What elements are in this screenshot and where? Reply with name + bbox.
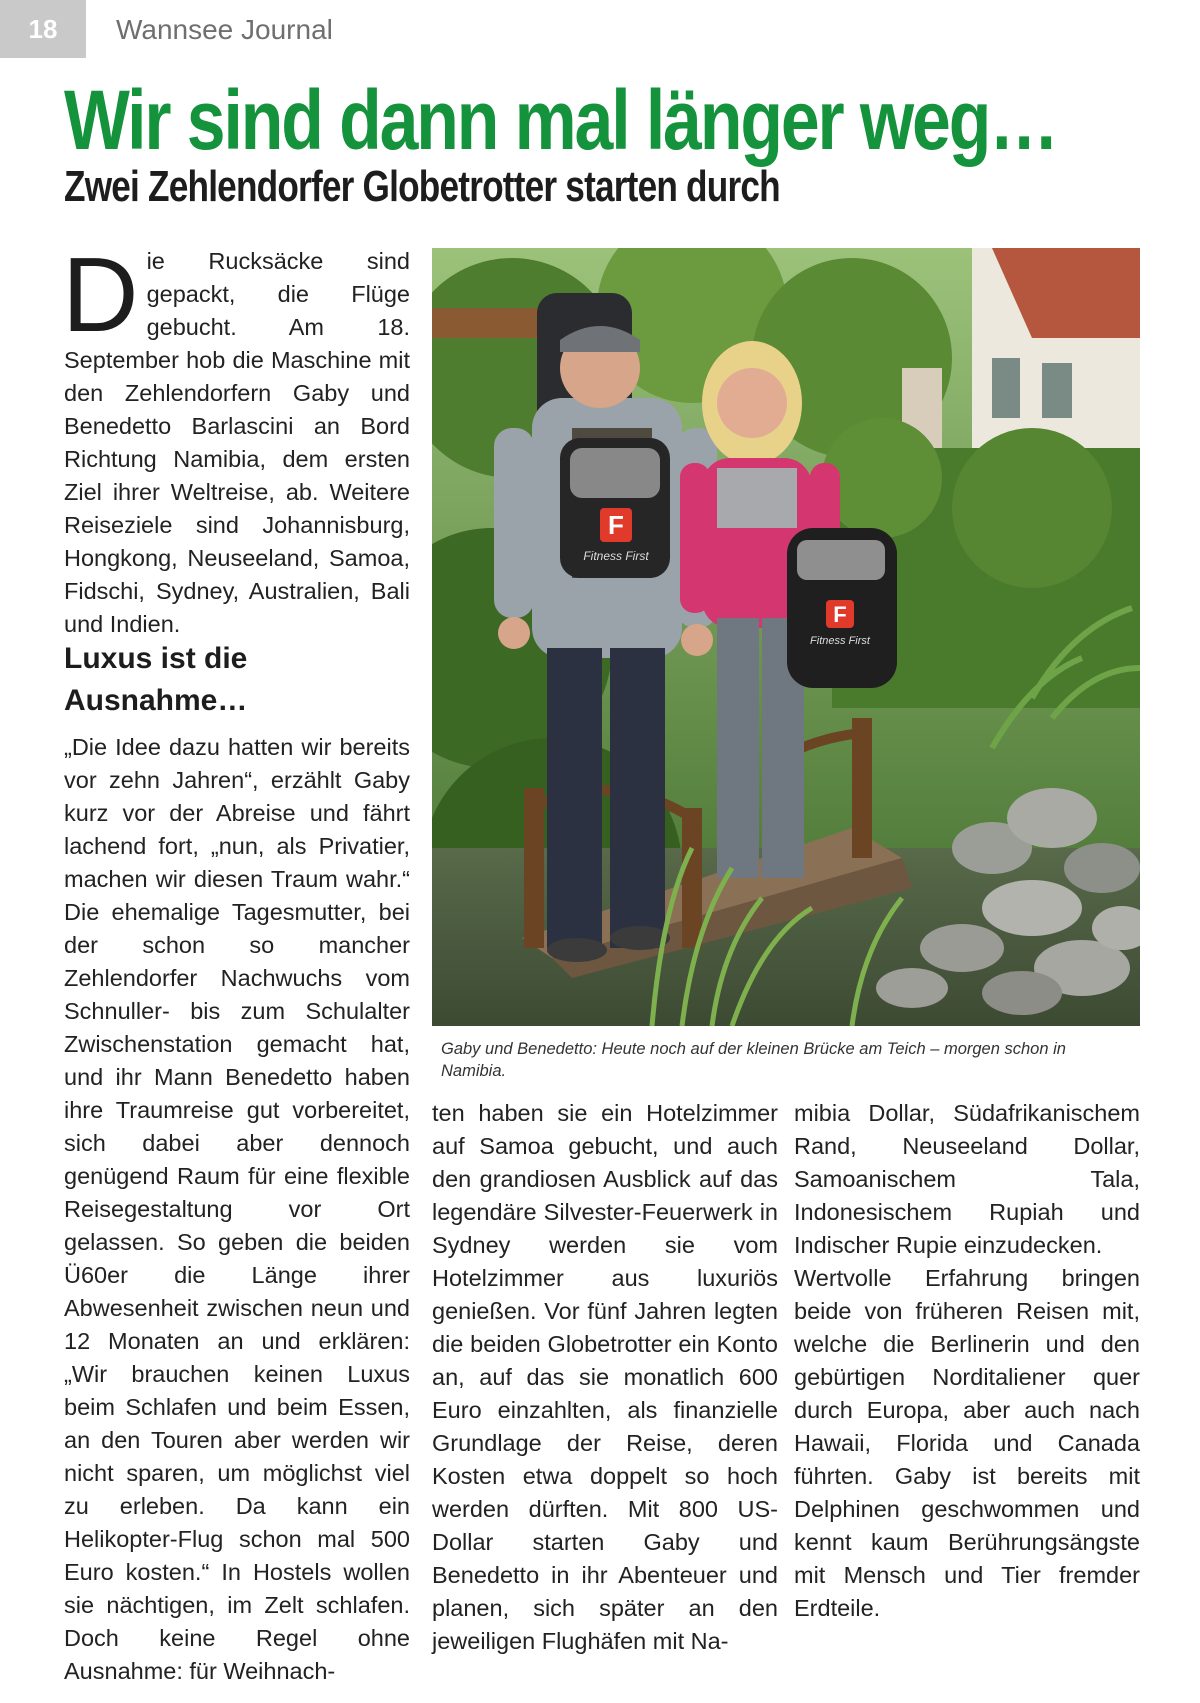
article-photo: [432, 248, 1140, 1026]
drop-cap: D: [62, 236, 139, 354]
bag-brand-label: Fitness First: [810, 635, 870, 647]
body-column-left: [64, 731, 410, 1688]
body-text-left: „Die Idee dazu hatten wir bereits vor zehn Jahren“, erzählt Gaby kurz vor der Abreise und fährt lachend fort, „nun, als Privatier, machen wir diesen Traum wahr.“ Die ehemalige Tagesmutter, bei der schon so mancher Zehlendorfer Nachwuchs vom Schnuller- bis zum Schulalter Zwischenstation gemacht hat, und ihr Mann Benedetto haben ihre Traumreise gut vorbereitet, sich dabei aber dennoch genügend Raum für eine flexible Reisegestaltung vor Ort gelassen. So geben die beiden Ü60er die Länge ihrer Abwesenheit zwischen neun und 12 Monaten an und erklären: „Wir brauchen keinen Luxus beim Schlafen und beim Essen, an den Touren aber werden wir nicht sparen, um möglichst viel zu erleben. Da kann ein Helikopter-Flug schon mal 500 Euro kosten.“ In Hostels wollen sie nächtigen, im Zelt schlafen. Doch keine Regel ohne Ausnahme: für Weihnach-: [64, 734, 410, 1684]
intro-text: ie Rucksäcke sind gepackt, die Flüge gebucht. Am 18. September hob die Maschine mit den Zehlendorfern Gaby und Benedetto Barlascini an Bord Richtung Namibia, dem ersten Ziel ihrer Weltreise, ab. Weitere Reiseziele sind Johannisburg, Hongkong, Neuseeland, Samoa, Fidschi, Sydney, Australien, Bali und Indien.: [64, 248, 410, 637]
photo-caption: Gaby und Benedetto: Heute noch auf der kleinen Brücke am Teich – morgen schon in Namibia.: [441, 1040, 1066, 1080]
backpack-brand-label: Fitness First: [583, 549, 649, 563]
body-text-middle: ten haben sie ein Hotelzimmer auf Samoa gebucht, und auch den grandiosen Ausblick auf das legendäre Silvester-Feuerwerk in Sydney werden sie vom Hotelzimmer aus luxuriös genießen. Vor fünf Jahren legten die beiden Globetrotter ein Konto an, auf das sie monatlich 600 Euro einzahlten, als finanzielle Grundlage der Reise, deren Kosten etwa doppelt so hoch werden dürften. Mit 800 US-Dollar starten Gaby und Benedetto in ihr Abenteuer und planen, sich später an den jeweiligen Flughäfen mit Na-: [432, 1100, 778, 1654]
body-text-right-1: mibia Dollar, Südafrikanischem Rand, Neuseeland Dollar, Samoanischem Tala, Indonesischem Rupiah und Indischer Rupie einzudecken.: [794, 1100, 1140, 1258]
headline: Wir sind dann mal länger weg…: [64, 73, 1057, 167]
body-text-right-2: Wertvolle Erfahrung bringen beide von früheren Reisen mit, welche die Berlinerin und den gebürtigen Norditaliener quer durch Europa, aber auch nach Hawaii, Florida und Canada führten. Gaby ist bereits mit Delphinen geschwommen und kennt kaum Berührungsängste mit Mensch und Tier fremder Erdteile.: [794, 1265, 1140, 1621]
subheadline: Zwei Zehlendorfer Globetrotter starten durch: [64, 162, 780, 211]
intro-paragraph: [62, 236, 410, 641]
body-column-right: [794, 1097, 1140, 1625]
backpack-logo-letter: F: [608, 510, 624, 540]
page-number: 18: [0, 0, 86, 58]
body-column-middle: [432, 1097, 778, 1658]
journal-title: Wannsee Journal: [116, 14, 333, 45]
bag-logo-letter: F: [833, 602, 847, 627]
section-heading: Luxus ist die Ausnahme…: [64, 642, 248, 717]
